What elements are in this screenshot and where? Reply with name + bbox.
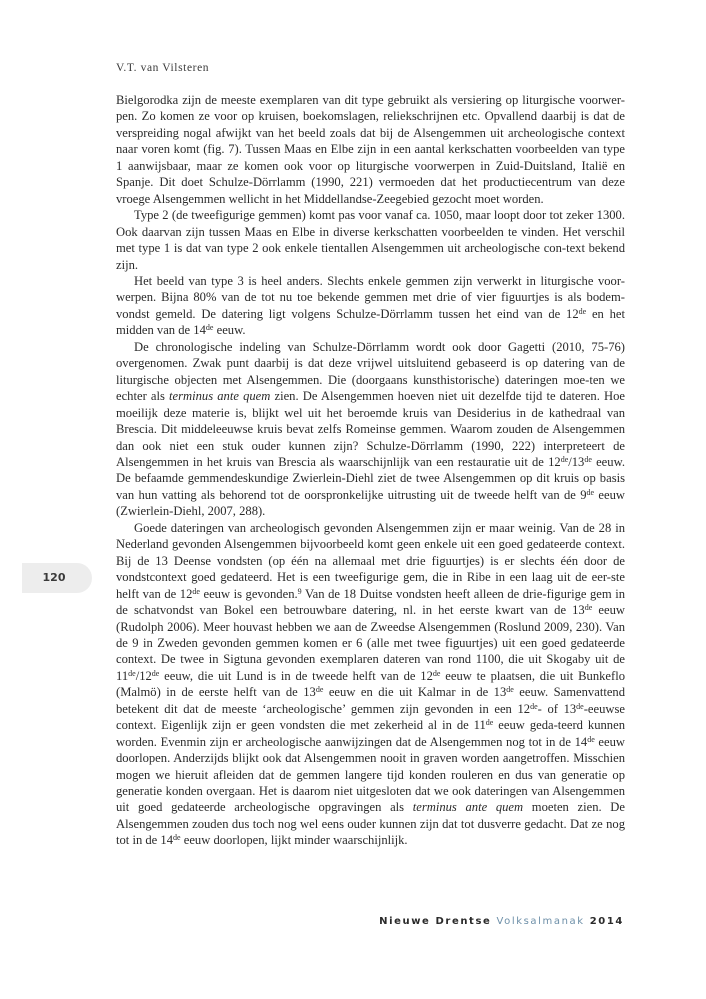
- superscript: de: [584, 454, 592, 464]
- superscript: de: [587, 734, 595, 744]
- superscript: de: [560, 454, 569, 464]
- text-run: eeuw. De befaamde gemmendeskundige Zwierlein-Diehl ziet de twee Alsengemmen op dit kruis op basis van hun vatting als behorend tot de oorspronkelijke uitrusting uit de tweede helft van de 9: [116, 454, 625, 502]
- text-run: eeuw doorlopen. Anderzijds blijkt ook dat Alsengemmen nooit in graven worden aangetroffen. Misschien mogen we hieruit afleiden dat de gemmen langere tijd konden rouleren en dus van generatie op generatie konden overgaan. Het is daarom niet uitgesloten dat we ook dateringen van Alsengemmen uit goed gedateerde archeologische opgravingen als: [116, 734, 625, 815]
- superscript: de: [315, 685, 324, 695]
- text-run: eeuw.: [213, 323, 246, 338]
- text-run: -eeuwse context. Eigenlijk zijn er geen vondsten die met zekerheid al in de 11: [116, 701, 625, 733]
- superscript: de: [576, 701, 584, 711]
- superscript: 9: [297, 586, 302, 596]
- paragraph: [116, 520, 625, 849]
- text-run: eeuw is gevonden.: [199, 586, 298, 601]
- page-number: 120: [42, 571, 66, 584]
- superscript: de: [584, 603, 593, 613]
- running-footer: [379, 916, 624, 927]
- superscript: de: [432, 668, 441, 678]
- superscript: de: [578, 306, 587, 316]
- text-run: Van de 18 Duitse vondsten heeft alleen de drie-figurige gem in de schatvondst van Bokel een betrouwbare datering, nl. in het eerste kwart van de 13: [116, 586, 626, 618]
- paragraph: [116, 92, 625, 207]
- superscript: de: [506, 685, 514, 695]
- paragraph: [116, 273, 625, 339]
- text-run: eeuw en die uit Kalmar in de 13: [323, 685, 507, 700]
- text-run: Het beeld van type 3 is heel anders. Slechts enkele gemmen zijn verwerkt in liturgische voor-werpen. Bijna 80% van de tot nu toe bekende gemmen met drie of vier figuurtjes is als bodem-vondst gemeld. De datering ligt volgens Schulze-Dörrlamm tussen het eind van de 12: [116, 273, 625, 321]
- superscript: de: [485, 718, 494, 728]
- text-run: eeuw geda-teerd kunnen worden. Evenmin zijn er archeologische aanwijzingen dat de Alsengemmen nog tot in de 14: [116, 718, 625, 749]
- text-run: Bielgorodka zijn de meeste exemplaren van dit type gebruikt als versiering op liturgische voorwer-pen. Zo komen ze voor op kruisen, boekomslagen, reliekschrijnen etc. Opvallend daarbij is dat de verspreiding nogal afwijkt van het beeld zoals dat bij de Alsengemmen uit archeologische context naar voren komt (fig. 7). Tussen Maas en Elbe zijn in een aantal kerkschatten voorbeelden van type 1 aanwijsbaar, maar ze komen ook voor op liturgische voorwerpen in Zuid-Duitsland, Italië en Spanje. Dit doet Schulze-Dörrlamm (1990, 221) vermoeden dat het productiecentrum van deze vroege Alsengemmen wellicht in het Middellandse-Zeegebied gezocht moet worden.: [116, 93, 625, 206]
- footer-publication-name: Volksalmanak: [496, 916, 585, 927]
- superscript: de: [128, 668, 136, 678]
- text-run: eeuw (Rudolph 2006). Meer houvast hebben we aan de Zweedse Alsengemmen (Roslund 2009, 230). Van de 9 in Zweden gevonden gemmen komen er 6 (alle met twee figuurtjes) uit een goed gedateerde context. De twee in Sigtuna gevonden exemplaren dateren van rond 1100, die uit Skogaby uit de 11: [116, 603, 625, 683]
- text-run: en het midden van de 14: [116, 306, 625, 338]
- running-header-author: V.T. van Vilsteren: [116, 62, 210, 74]
- superscript: de: [151, 668, 160, 678]
- text-run: moeten zien. De Alsengemmen zouden dus toch nog wel eens ouder kunnen zijn dat tot dusverre gedacht. Dat ze nog tot in de 14: [116, 800, 625, 848]
- footer-year: 2014: [584, 916, 624, 927]
- text-run: Type 2 (de tweefigurige gemmen) komt pas voor vanaf ca. 1050, maar loopt door tot zeker 1300. Ook daarvan zijn tussen Maas en Elbe in diverse kerkschatten voorbeelden te vinden. Het verschil met type 1 is dat van type 2 ook enkele tientallen Alsengemmen uit archeologische con-text bekend zijn.: [116, 208, 625, 272]
- text-run: De chronologische indeling van Schulze-Dörrlamm wordt ook door Gagetti (2010, 75-76) overgenomen. Zwak punt daarbij is dat deze vrijwel uitsluitend gebaseerd is op datering van de liturgische objecten met Alsengemmen. Die (doorgaans kunsthistorische) dateringen moe-ten we echter als: [116, 339, 625, 404]
- superscript: de: [586, 487, 595, 497]
- text-run: /12: [135, 668, 152, 683]
- text-run: /13: [568, 454, 585, 469]
- paragraph: [116, 339, 625, 520]
- superscript: de: [173, 833, 181, 843]
- text-run: Goede dateringen van archeologisch gevonden Alsengemmen zijn er maar weinig. Van de 28 in Nederland gevonden Alsengemmen bijvoorbeeld komt geen enkele uit een goed gedateerde context. Bij de 13 Deense vondsten (op één na allemaal met drie figuurtjes) is er slechts één door de vondstcontext goed gedateerd. Het is een tweefigurige gem, die in Ribe in een laag uit de eer-ste helft van de 12: [116, 520, 625, 601]
- paragraph: [116, 207, 625, 273]
- text-run: eeuw (Zwierlein-Diehl, 2007, 288).: [116, 487, 625, 519]
- text-run: eeuw te plaatsen, die uit Bunkeflo (Malmö) in de eerste helft van de 13: [116, 668, 625, 700]
- superscript: de: [192, 586, 200, 596]
- article-body: [116, 92, 625, 849]
- italic-text: terminus ante quem: [412, 800, 524, 815]
- text-run: eeuw, die uit Lund is in de tweede helft van de 12: [159, 668, 433, 683]
- text-run: - of 13: [537, 701, 577, 716]
- text-run: eeuw. Samenvattend betekent dit dat de meeste ‘archeologische’ gemmen zijn gevonden in een 12: [116, 685, 626, 716]
- text-run: zien. De Alsengemmen hoeven niet uit dezelfde tijd te dateren. Hoe moeilijk deze materie is, blijkt wel uit het beroemde kruis van Desiderius in de kathedraal van Brescia. Dit middeleeuwse kruis bevat zelfs Romeinse gemmen. Waarom zouden de Alsengemmen dan ook niet een stuk ouder kunnen zijn? Schulze-Dörrlamm (1990, 222) interpreteert de Alsengemmen in het kruis van Brescia als waarschijnlijk van een restauratie uit de 12: [116, 389, 625, 469]
- footer-publication-prefix: Nieuwe Drentse: [379, 916, 497, 927]
- text-run: eeuw doorlopen, lijkt minder waarschijnlijk.: [180, 833, 408, 848]
- italic-text: terminus ante quem: [169, 389, 271, 404]
- superscript: de: [530, 701, 538, 711]
- superscript: de: [205, 323, 214, 333]
